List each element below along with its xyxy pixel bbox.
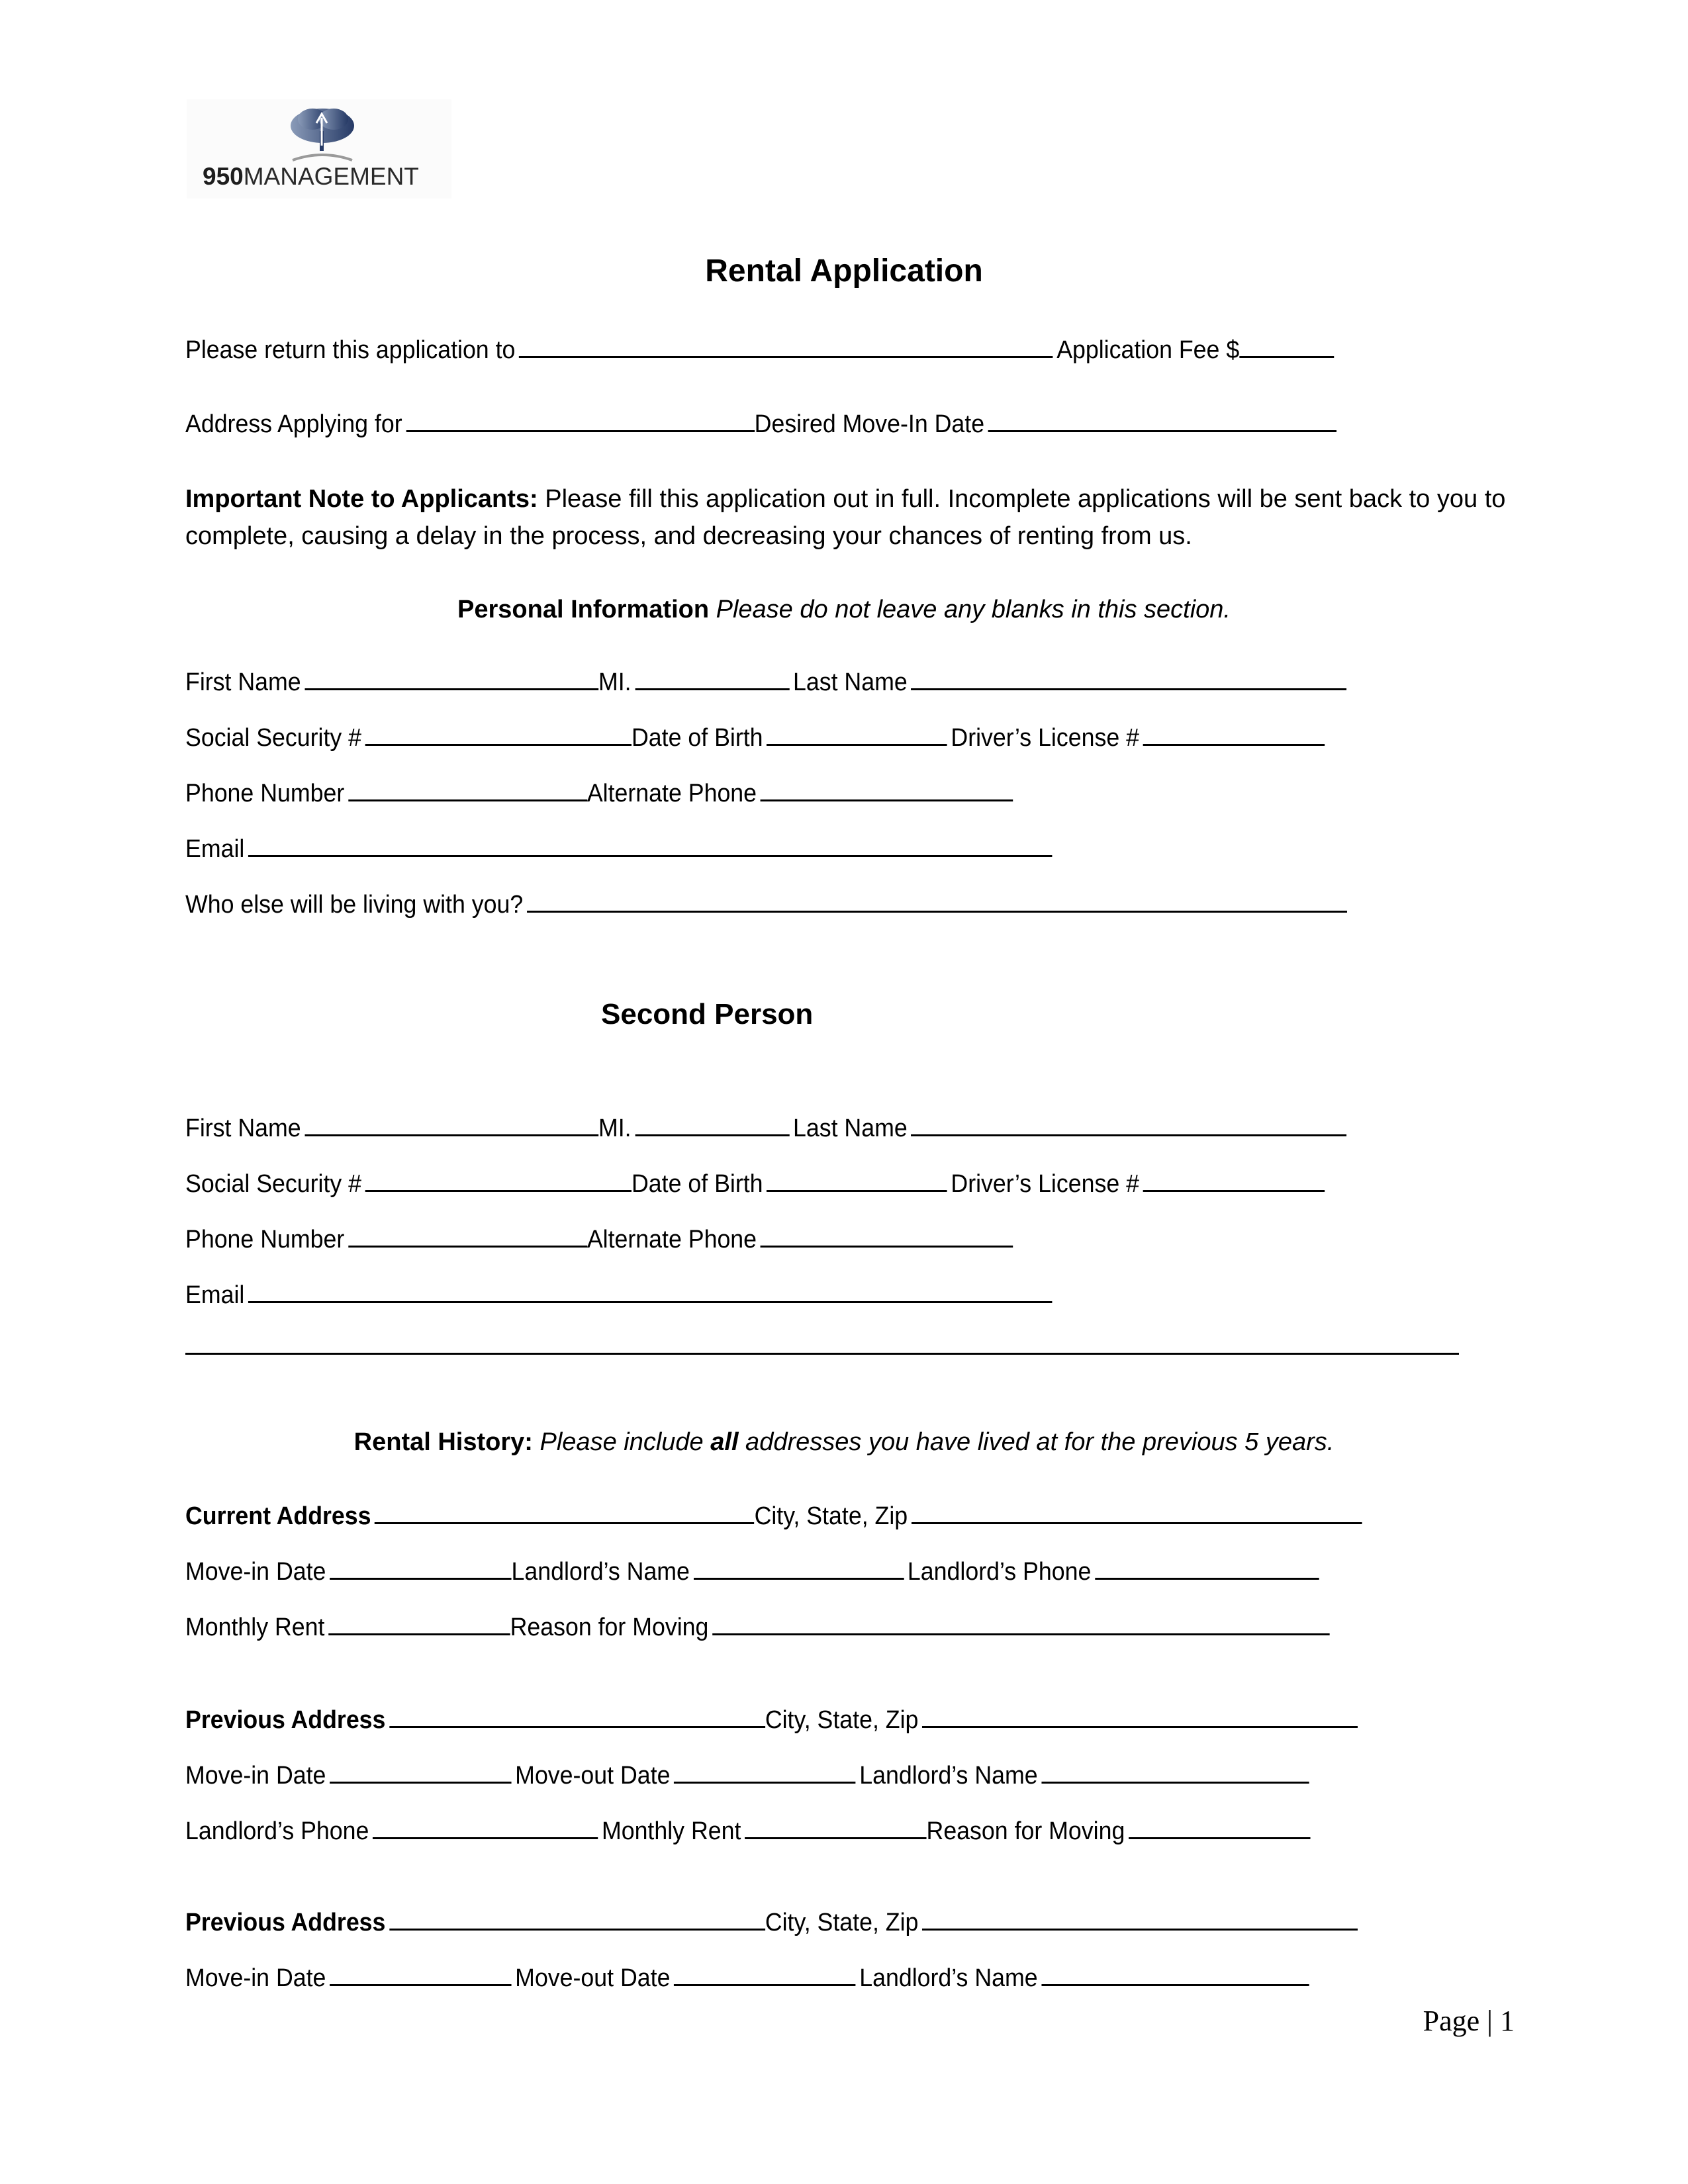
previous-address-label: Previous Address	[185, 1909, 386, 1936]
second-first-name-label: First Name	[185, 1115, 301, 1142]
ssn-label: Social Security #	[185, 724, 362, 752]
second-license-field[interactable]	[1143, 1170, 1325, 1192]
license-field[interactable]	[1143, 724, 1325, 746]
current-reason-field[interactable]	[712, 1614, 1329, 1635]
address-applying-label: Address Applying for	[185, 410, 402, 438]
second-first-name-field[interactable]	[305, 1115, 598, 1136]
current-landlord-name-field[interactable]	[694, 1558, 904, 1580]
previous-landlord-name-label: Landlord’s Name	[859, 1762, 1038, 1790]
current-move-in-label: Move-in Date	[185, 1558, 326, 1586]
current-rent-label: Monthly Rent	[185, 1614, 325, 1641]
previous-move-in-label: Move-in Date	[185, 1762, 326, 1790]
tree-icon	[286, 105, 359, 164]
mi-label: MI.	[598, 668, 632, 696]
second-person-heading: Second Person	[601, 998, 814, 1030]
current-rent-field[interactable]	[328, 1614, 510, 1635]
return-to-label: Please return this application to	[185, 336, 516, 364]
previous-reason-label: Reason for Moving	[926, 1817, 1125, 1845]
alt-phone-label: Alternate Phone	[586, 780, 757, 807]
previous-landlord-row-1	[185, 1817, 1314, 1844]
previous-dates-row-1	[185, 1762, 1313, 1788]
second-name-row	[185, 1115, 1350, 1141]
previous-address-field[interactable]	[389, 1909, 765, 1931]
first-name-field[interactable]	[305, 668, 598, 690]
second-license-label: Driver’s License #	[951, 1170, 1139, 1198]
alt-phone-field[interactable]	[761, 780, 1013, 801]
current-city-field[interactable]	[912, 1502, 1362, 1524]
rental-history-text-pre: Please include	[532, 1428, 711, 1456]
fee-field[interactable]	[1239, 336, 1334, 358]
logo-number: 950	[203, 163, 244, 190]
previous-address-row-2	[185, 1909, 1362, 1935]
second-last-name-field[interactable]	[911, 1115, 1346, 1136]
ssn-field[interactable]	[365, 724, 632, 746]
previous-move-out-field[interactable]	[674, 1964, 855, 1986]
move-in-date-label: Desired Move-In Date	[754, 410, 985, 438]
ssn-row	[185, 724, 1329, 751]
previous-rent-label: Monthly Rent	[601, 1817, 741, 1845]
second-email-row	[185, 1281, 1056, 1308]
previous-move-in-field[interactable]	[330, 1964, 511, 1986]
logo-word: MANAGEMENT	[243, 163, 419, 190]
second-alt-phone-field[interactable]	[761, 1226, 1013, 1248]
mi-field[interactable]	[635, 668, 789, 690]
previous-move-out-label: Move-out Date	[515, 1964, 671, 1992]
page-title: Rental Application	[705, 253, 983, 289]
previous-city-field[interactable]	[922, 1706, 1358, 1728]
move-in-date-field[interactable]	[988, 410, 1336, 432]
occupants-field[interactable]	[527, 891, 1347, 913]
previous-city-label: City, State, Zip	[765, 1909, 919, 1936]
second-ssn-field[interactable]	[365, 1170, 632, 1192]
address-row	[185, 410, 1340, 437]
previous-move-in-label: Move-in Date	[185, 1964, 326, 1992]
second-mi-label: MI.	[598, 1115, 632, 1142]
second-dob-label: Date of Birth	[631, 1170, 763, 1198]
previous-address-field[interactable]	[389, 1706, 765, 1728]
second-email-label: Email	[185, 1281, 245, 1309]
second-dob-field[interactable]	[767, 1170, 947, 1192]
page-number: Page | 1	[1423, 2005, 1515, 2037]
dob-field[interactable]	[767, 724, 947, 746]
previous-landlord-phone-label: Landlord’s Phone	[185, 1817, 369, 1845]
current-address-row	[185, 1502, 1366, 1529]
previous-landlord-phone-field[interactable]	[373, 1817, 598, 1839]
second-phone-row	[185, 1226, 1017, 1252]
previous-city-label: City, State, Zip	[765, 1706, 919, 1734]
email-label: Email	[185, 835, 245, 863]
last-name-label: Last Name	[792, 668, 908, 696]
email-row	[185, 835, 1056, 862]
email-field[interactable]	[248, 835, 1052, 857]
occupants-label: Who else will be living with you?	[185, 891, 524, 919]
phone-field[interactable]	[348, 780, 587, 801]
occupants-row	[185, 891, 1350, 917]
previous-move-out-field[interactable]	[674, 1762, 855, 1784]
previous-landlord-name-field[interactable]	[1041, 1964, 1309, 1986]
extra-blank-line[interactable]	[185, 1353, 1459, 1355]
personal-info-heading	[0, 596, 1688, 624]
previous-landlord-name-label: Landlord’s Name	[859, 1964, 1038, 1992]
previous-city-field[interactable]	[922, 1909, 1358, 1931]
license-label: Driver’s License #	[951, 724, 1139, 752]
personal-subheading: Please do not leave any blanks in this section.	[709, 596, 1231, 623]
dob-label: Date of Birth	[631, 724, 763, 752]
previous-move-out-label: Move-out Date	[515, 1762, 671, 1790]
rental-history-heading	[0, 1428, 1688, 1457]
previous-reason-field[interactable]	[1129, 1817, 1310, 1839]
previous-move-in-field[interactable]	[330, 1762, 511, 1784]
important-note	[185, 480, 1536, 555]
rental-history-text-post: addresses you have lived at for the previous 5 years.	[738, 1428, 1335, 1456]
second-ssn-label: Social Security #	[185, 1170, 362, 1198]
note-text: Please fill this application out in full. Incomplete applications will be sent back to you to complete, causing a delay in the process, and decreasing your chances of renting from us.	[185, 485, 1506, 550]
current-address-field[interactable]	[375, 1502, 754, 1524]
fee-label: Application Fee $	[1056, 336, 1240, 364]
second-last-name-label: Last Name	[792, 1115, 908, 1142]
logo-wordmark	[203, 163, 419, 191]
previous-dates-row-2	[185, 1964, 1313, 1991]
personal-heading-label: Personal Information	[457, 596, 710, 623]
first-name-label: First Name	[185, 668, 301, 696]
previous-address-label: Previous Address	[185, 1706, 386, 1734]
current-landlord-phone-field[interactable]	[1095, 1558, 1319, 1580]
note-label: Important Note to Applicants:	[185, 485, 538, 513]
current-landlord-name-label: Landlord’s Name	[511, 1558, 690, 1586]
current-movein-row	[185, 1558, 1323, 1584]
address-applying-field[interactable]	[406, 410, 754, 432]
current-rent-row	[185, 1614, 1333, 1640]
last-name-field[interactable]	[911, 668, 1346, 690]
return-to-field[interactable]	[519, 336, 1053, 358]
second-phone-label: Phone Number	[185, 1226, 345, 1253]
current-move-in-field[interactable]	[330, 1558, 511, 1580]
return-row	[185, 336, 1338, 363]
name-row	[185, 668, 1350, 695]
second-phone-field[interactable]	[348, 1226, 587, 1248]
rental-history-label: Rental History:	[353, 1428, 533, 1456]
rental-history-text-bold: all	[710, 1428, 739, 1456]
current-landlord-phone-label: Landlord’s Phone	[907, 1558, 1092, 1586]
second-email-field[interactable]	[248, 1281, 1052, 1303]
current-address-label: Current Address	[185, 1502, 371, 1530]
current-city-label: City, State, Zip	[754, 1502, 908, 1530]
previous-rent-field[interactable]	[745, 1817, 926, 1839]
second-mi-field[interactable]	[635, 1115, 789, 1136]
previous-address-row-1	[185, 1706, 1362, 1733]
company-logo	[187, 99, 451, 199]
phone-row	[185, 780, 1017, 806]
phone-label: Phone Number	[185, 780, 345, 807]
second-ssn-row	[185, 1170, 1329, 1197]
previous-landlord-name-field[interactable]	[1041, 1762, 1309, 1784]
current-reason-label: Reason for Moving	[510, 1614, 709, 1641]
second-alt-phone-label: Alternate Phone	[586, 1226, 757, 1253]
